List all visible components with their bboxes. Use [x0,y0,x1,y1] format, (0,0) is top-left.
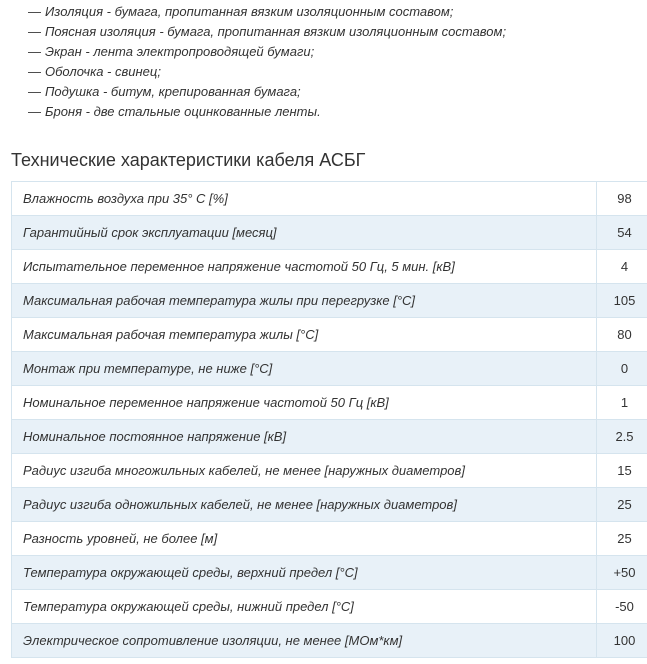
cable-structure-list [28,2,506,122]
param-value: 25 [597,488,647,522]
table-row [12,216,647,250]
structure-item-text: Подушка - битум, крепированная бумага; [45,84,301,99]
param-value: -50 [597,590,647,624]
structure-item [28,62,506,82]
table-row [12,556,647,590]
param-value: 1 [597,386,647,420]
param-name: Электрическое сопротивление изоляции, не менее [МОм*км] [12,624,597,658]
list-dash: — [28,4,41,19]
param-name: Максимальная рабочая температура жилы [°С] [12,318,597,352]
structure-item-text: Броня - две стальные оцинкованные ленты. [45,104,321,119]
param-value: 54 [597,216,647,250]
table-row [12,386,647,420]
param-value: 105 [597,284,647,318]
list-dash: — [28,84,41,99]
list-dash: — [28,44,41,59]
param-name: Радиус изгиба многожильных кабелей, не менее [наружных диаметров] [12,454,597,488]
table-row [12,182,647,216]
structure-item [28,2,506,22]
param-name: Номинальное постоянное напряжение [кВ] [12,420,597,454]
table-row [12,590,647,624]
param-name: Температура окружающей среды, верхний предел [°С] [12,556,597,590]
param-value: 100 [597,624,647,658]
table-row [12,284,647,318]
structure-item-text: Экран - лента электропроводящей бумаги; [45,44,315,59]
param-name: Радиус изгиба одножильных кабелей, не менее [наружных диаметров] [12,488,597,522]
table-row [12,624,647,658]
structure-item [28,102,506,122]
param-name: Номинальное переменное напряжение частотой 50 Гц [кВ] [12,386,597,420]
param-name: Испытательное переменное напряжение частотой 50 Гц, 5 мин. [кВ] [12,250,597,284]
param-name: Максимальная рабочая температура жилы при перегрузке [°С] [12,284,597,318]
param-value: 25 [597,522,647,556]
structure-item-text: Поясная изоляция - бумага, пропитанная вязким изоляционным составом; [45,24,507,39]
param-value: +50 [597,556,647,590]
param-value: 15 [597,454,647,488]
param-name: Разность уровней, не более [м] [12,522,597,556]
structure-item [28,82,506,102]
table-row [12,488,647,522]
param-value: 4 [597,250,647,284]
structure-item-text: Изоляция - бумага, пропитанная вязким изоляционным составом; [45,4,454,19]
param-value: 98 [597,182,647,216]
param-value: 80 [597,318,647,352]
table-row [12,522,647,556]
list-dash: — [28,104,41,119]
structure-item [28,22,506,42]
section-title: Технические характеристики кабеля АСБГ [11,150,366,170]
param-name: Температура окружающей среды, нижний предел [°С] [12,590,597,624]
structure-item [28,42,506,62]
param-name: Монтаж при температуре, не ниже [°С] [12,352,597,386]
param-name: Влажность воздуха при 35° С [%] [12,182,597,216]
structure-item-text: Оболочка - свинец; [45,64,161,79]
table-row [12,352,647,386]
table-row [12,454,647,488]
param-value: 2.5 [597,420,647,454]
specs-table [11,181,647,658]
table-row [12,420,647,454]
table-row [12,250,647,284]
table-row [12,318,647,352]
param-name: Гарантийный срок эксплуатации [месяц] [12,216,597,250]
list-dash: — [28,24,41,39]
list-dash: — [28,64,41,79]
param-value: 0 [597,352,647,386]
